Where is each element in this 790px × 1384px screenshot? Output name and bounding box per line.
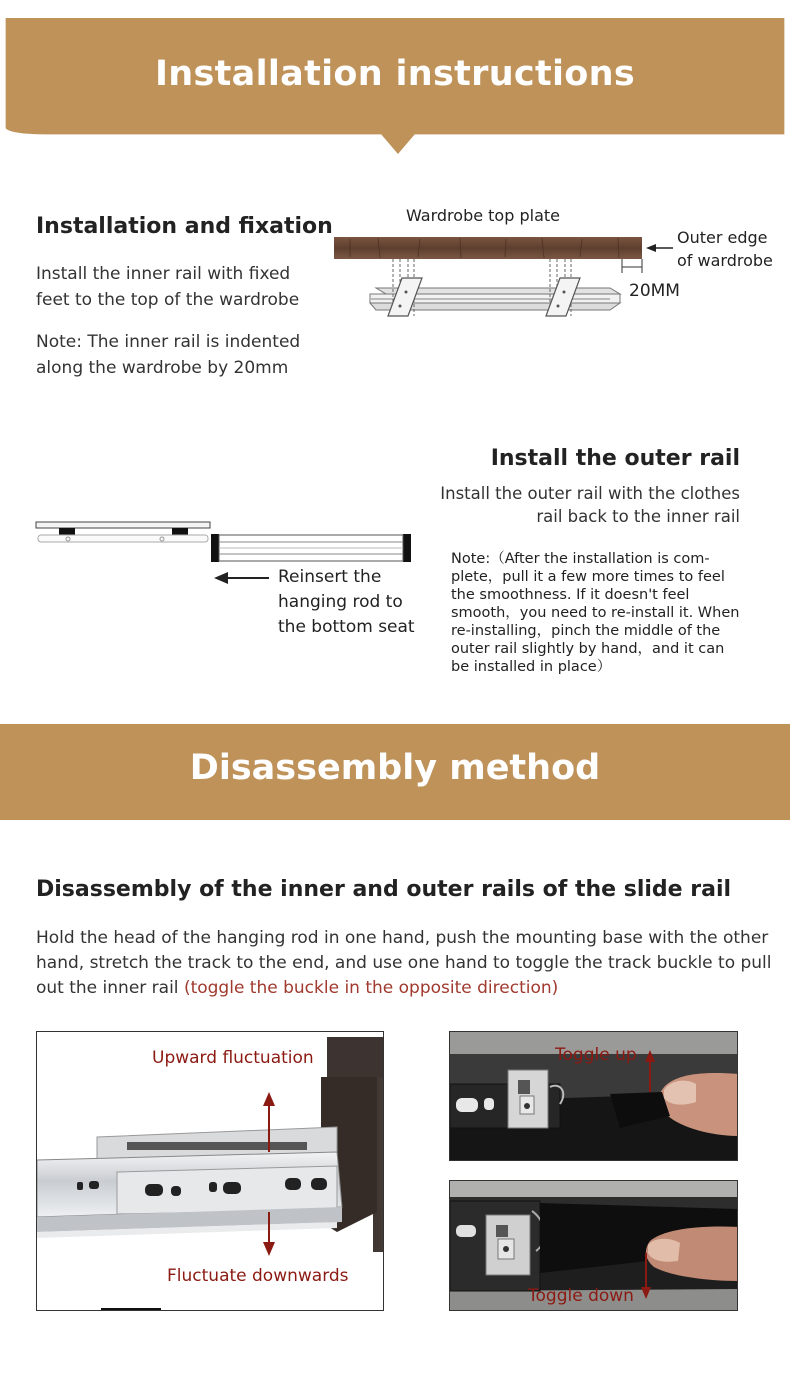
disassembly-text-main: Hold the head of the hanging rod in one hand, push the mounting base with the other hand, stretch the track to the end, and use one hand to toggle the track buckle to pull out the inner rail bbox=[36, 928, 772, 998]
install-outer-rail-text: Install the outer rail with the clothes rail back to the inner rail bbox=[440, 484, 740, 526]
installation-fixation-heading: Installation and fixation bbox=[36, 214, 333, 239]
upward-fluctuation-label: Upward fluctuation bbox=[152, 1048, 314, 1068]
installation-banner-title: Installation instructions bbox=[154, 54, 636, 94]
disassembly-banner-title: Disassembly method bbox=[189, 748, 601, 788]
wardrobe-top-plate-label: Wardrobe top plate bbox=[406, 206, 560, 225]
installation-fixation-text: Install the inner rail with fixed feet to the top of the wardrobe bbox=[36, 264, 300, 310]
outer-edge-label: Outer edge of wardrobe bbox=[677, 228, 773, 270]
toggle-up-label: Toggle up bbox=[555, 1045, 637, 1065]
disassembly-heading: Disassembly of the inner and outer rails of the slide rail bbox=[36, 877, 732, 902]
installation-fixation-note: Note: The inner rail is indented along the wardrobe by 20mm bbox=[36, 332, 301, 378]
install-outer-rail-note: Note:（After the installation is com-plete，pull it a few more times to feel the smoothness. If it doesn't feel smooth，you need to re-install it. When re-installing，pinch the middle of the outer rail slightly by hand，and it can be installed in place） bbox=[451, 551, 740, 675]
gap-20mm-label: 20MM bbox=[629, 281, 680, 301]
disassembly-text bbox=[36, 926, 776, 1001]
toggle-down-label: Toggle down bbox=[528, 1286, 634, 1306]
fluctuate-downwards-label: Fluctuate downwards bbox=[167, 1266, 349, 1286]
reinsert-rod-label: Reinsert the hanging rod to the bottom seat bbox=[278, 567, 415, 637]
wardrobe-rail-diagram bbox=[330, 230, 680, 325]
disassembly-text-highlight: (toggle the buckle in the opposite direction) bbox=[183, 978, 559, 998]
install-outer-rail-heading: Install the outer rail bbox=[490, 446, 740, 471]
